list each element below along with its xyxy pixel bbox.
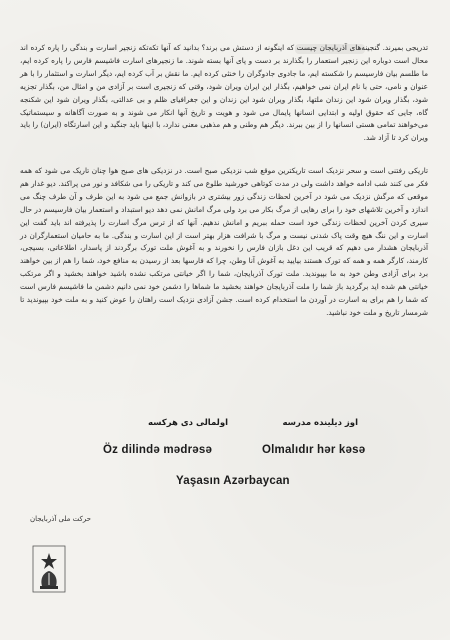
slogan-latin-3: Yaşasın Azərbaycan [176, 475, 290, 487]
slogan-arabic-right: اوز دیلینده مدرسه [282, 418, 358, 428]
paragraph-2: تاریکی رفتنی است و سحر نزدیک است تاریکترین موقع شب نزدیکی صبح است. در نزدیکی های صبح هوا چنان تاریک می شود که همه فکر می کنند شب ادامه خواهد داشت ولی در مدت کوتاهی خورشید طلوع می کند و تاریکی را می شکافد و نور می پراکند. دیو غدار هم موقعی که مرگش نزدیک می شود در آخرین لحظات زندگی زور بیشتری در بازوانش جمع می شود به این طرف و آن طرف چنگ می اندازد و آخرین تلاشهای خود را برای رهایی از مرگ بکار می برد ولی مرگ امانش نمی دهد دیو استبداد و استعمار بیان فارسیسم در حال سیری کردن آخرین لحظات زندگی خود است حمله ببریم و امانش ندهیم. آنها که از ترس مرگ اسارت را پذیرفته اند باید گفت این اسارت و این ننگ هیچ وقت پاک شدنی نیست و مرگ با شرافت هزار بهتر است از این اسارت و بندگی. ما به حامیان استعمارگران در آذربایجان هشدار می دهیم که قریب این دغل بازان فارس را نخورند و به آغوش ملت تورک برگردند از پاسدار، اطلاعاتی، بسیجی، کارمند، کارگر همه و همه که تورک هستند بیایید به آغوش آنا وطن، چرا که فارسها بعد از رسیدن به منافع خود، شما را هم از بین خواهند برد برای آزادی وطن خود به ما بپیوندید. ملت تورک آذربایجان، شما را اگر خیانتی مرتکب نشده باشید خواهند بخشید و اگر مرتکب خیانتی هم شده اید برگردید باز شما را ملت آذربایجان خواهند بخشید ما شماها را دشمن خود نمی دانیم دشمن ما فاشیسم فارس است که شما را هم برای به اسارت در آوردن ما استخدام کرده است. جشن آزادی نزدیک است راهتان را عوض کنید و به ملت خود بپیوندید تا شرمسار تاریخ و ملت خود نباشید. [20, 166, 428, 317]
slogan-latin-2: Olmalıdır hər kəsə [262, 444, 366, 456]
organization-name: حرکت ملی آذربایجان [30, 515, 92, 523]
slogan-arabic-left: اولمالی دی هرکسه [148, 418, 229, 428]
azerbaijan-national-movement-emblem-icon [32, 545, 66, 593]
paragraph-1: تدریجی بمیرند. گنجینه‌های آذربایجان چیست که اینگونه از دستش می برند؟ بدانید که آنها تکه‌تکه زنجیر اسارت و بندگی را پاره کرده اند محال است دوباره این زنجیر استعمار را بگذارند بر دست و پای آنها بسته شوند. ما زنجیرهای اسارت فاشیسم فارس را پاره کرده ایم، ما طلسم بیان فارسیسم را شکسته ایم، ما جادوی جادوگران را خنثی کرده ایم. ما نقش بر آب کرده ایم، دیگر اسارت و استثمار را با هر عنوان و نامی، حتی با نام ایران نمی خواهیم، بگذار این ایران ویران شود، وقتی که زنجیری است بر آزادی من و امثال من، بگذار تجزیه شود، بگذار ویران شود این زندان ملتها، بگذار ویران شود این زندان و این جغرافیای ظلم و بی عدالتی، بگذار ویران شود این شکنجه گاه، جایی که حقوق اولیه و ابتدایی انسانها پایمال می شود و هویت و تاریخ آنها انکار می شوند و به صورت آگاهانه و سیستماتیک می‌خواهند تمامی هستی انسانها را از بین ببرند. دیگر هم وطنی و هم مذهبی معنی ندارد، با اینها باید جنگید و این اسارتگاه (ایران) را باید ویران کرد تا آزاد شد. [20, 43, 428, 143]
slogan-latin-1: Öz dilində mədrəsə [103, 444, 213, 456]
